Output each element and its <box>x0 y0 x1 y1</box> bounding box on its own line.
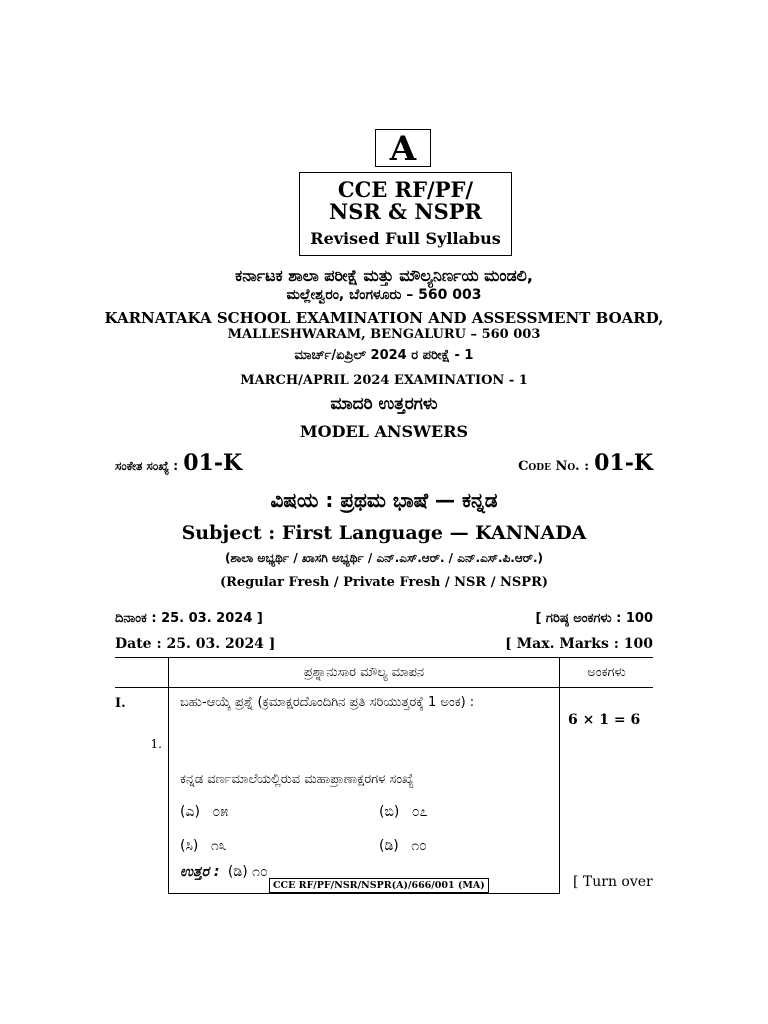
option-b-label: (ಬಿ) <box>379 804 400 820</box>
option-b <box>379 804 427 820</box>
option-a-value: ೦೫ <box>212 804 229 820</box>
option-b-value: ೦೭ <box>411 804 428 820</box>
subject-english: Subject : First Language — KANNADA <box>181 522 587 544</box>
header-marks: ಅಂಕಗಳು <box>560 658 654 688</box>
model-answers-kannada: ಮಾದರಿ ಉತ್ತರಗಳು <box>330 394 438 414</box>
answer-label: ಉತ್ತರ : <box>180 864 220 880</box>
code-label-english: Code No. : <box>518 459 590 474</box>
section-marks: 6 × 1 = 6 <box>568 712 641 728</box>
board-name-english: KARNATAKA SCHOOL EXAMINATION AND ASSESSMENT BOARD, <box>104 309 664 327</box>
subject-kannada: ವಿಷಯ : ಪ್ರಥಮ ಭಾಷೆ — ಕನ್ನಡ <box>270 488 498 512</box>
code-label-kannada: ಸಂಕೇತ ಸಂಖ್ಯೆ : <box>115 459 179 473</box>
section-number: I. <box>115 696 126 711</box>
title-line-2: NSR & NSPR <box>329 199 482 224</box>
candidate-type-english: (Regular Fresh / Private Fresh / NSR / NSPR) <box>219 575 549 590</box>
exam-title-box <box>299 172 512 256</box>
table-row <box>115 688 653 862</box>
option-d <box>379 838 427 854</box>
option-c-value: ೧೩ <box>210 838 227 854</box>
question-text: ಕನ್ನಡ ವರ್ಣಮಾಲೆಯಲ್ಲಿರುವ ಮಹಾಪ್ರಾಣಾಕ್ಷರಗಳ ಸಂಖ್ಯೆ <box>180 772 414 787</box>
option-d-label: (ಡಿ) <box>379 838 399 854</box>
answer <box>180 864 268 880</box>
option-c <box>180 838 227 854</box>
option-a-label: (ಎ) <box>180 804 200 820</box>
board-address-english: MALLESHWARAM, BENGALURU – 560 003 <box>227 327 541 342</box>
board-name-kannada: ಕರ್ನಾಟಕ ಶಾಲಾ ಪರೀಕ್ಷೆ ಮತ್ತು ಮೌಲ್ಯನಿರ್ಣಯ ಮಂಡಲಿ, <box>235 266 533 285</box>
title-line-1: CCE RF/PF/ <box>337 177 474 202</box>
board-address-kannada: ಮಲ್ಲೇಶ್ವರಂ, ಬೆಂಗಳೂರು – 560 003 <box>286 287 482 303</box>
footer-code: CCE RF/PF/NSR/NSPR(A)/666/001 (MA) <box>269 878 489 893</box>
model-answers-english: MODEL ANSWERS <box>299 422 469 441</box>
title-line-3: Revised Full Syllabus <box>310 229 501 248</box>
set-label-box: A <box>375 129 431 167</box>
code-value-english: 01-K <box>594 450 653 476</box>
date-kannada: ದಿನಾಂಕ : 25. 03. 2024 ] <box>115 611 263 626</box>
section-title: ಬಹು-ಆಯ್ಕೆ ಪ್ರಶ್ನೆ (ಕ್ರಮಾಕ್ಷರದೊಂದಿಗಿನ ಪ್ರತಿ ಸರಿಯುತ್ತರಕ್ಕೆ 1 ಅಂಕ) : <box>180 695 475 710</box>
table-header-row <box>115 658 653 688</box>
answers-table <box>115 657 653 894</box>
date-english: Date : 25. 03. 2024 ] <box>115 636 276 652</box>
header-evaluation: ಪ್ರಶ್ನಾನುಸಾರ ಮೌಲ್ಯ ಮಾಪನ <box>169 658 560 688</box>
question-cell <box>169 688 560 862</box>
candidate-type-kannada: (ಶಾಲಾ ಅಭ್ಯರ್ಥಿ / ಖಾಸಗಿ ಅಭ್ಯರ್ಥಿ / ಎನ್.ಎಸ್.ಆರ್. / ಎನ್.ಎಸ್.ಪಿ.ಆರ್.) <box>224 551 544 565</box>
option-a <box>180 804 228 820</box>
option-c-label: (ಸಿ) <box>180 838 199 854</box>
answer-value: (ಡಿ) ೧೦ <box>227 864 268 880</box>
max-marks-english: [ Max. Marks : 100 <box>505 636 653 652</box>
question-number: 1. <box>150 737 162 751</box>
exam-kannada: ಮಾರ್ಚ್/ಏಪ್ರಿಲ್ 2024 ರ ಪರೀಕ್ಷೆ - 1 <box>294 348 474 363</box>
exam-english: MARCH/APRIL 2024 EXAMINATION - 1 <box>240 373 528 388</box>
max-marks-kannada: [ ಗರಿಷ್ಠ ಅಂಕಗಳು : 100 <box>535 611 653 626</box>
turn-over: [ Turn over <box>573 874 653 890</box>
option-d-value: ೧೦ <box>411 838 427 854</box>
code-english <box>518 450 653 476</box>
code-value-kannada: 01-K <box>183 450 243 476</box>
code-kannada <box>115 450 242 476</box>
